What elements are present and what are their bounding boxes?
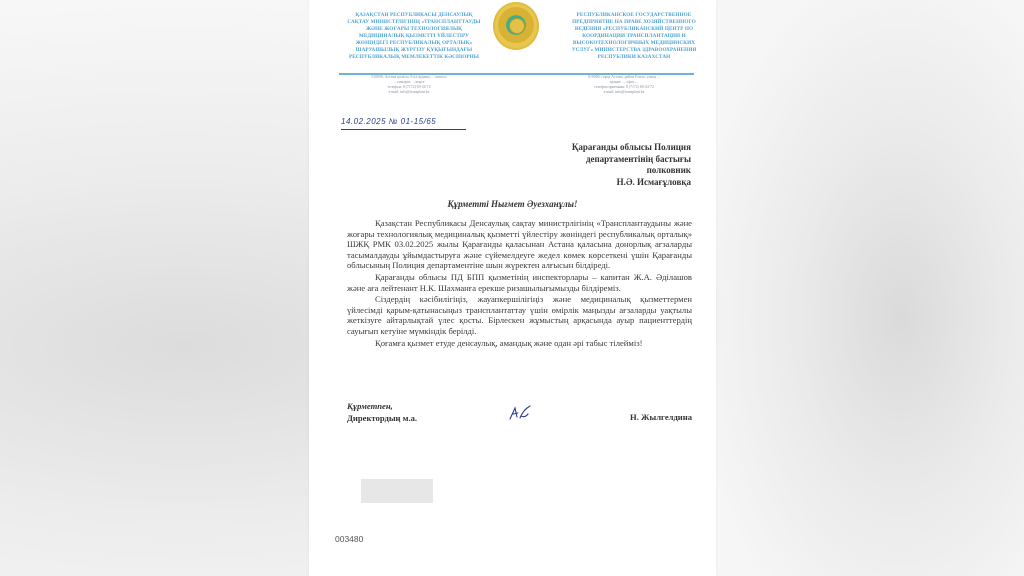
address-line: ... ғимарат, ... кеңсе — [393, 80, 425, 84]
address-line: телефон: 8 (7172) 69-24-72 — [387, 85, 431, 89]
address-line: 010000, город Астана, район Есиль, улица ... — [588, 75, 660, 79]
body-paragraph: Қазақстан Республикасы Денсаулық сақтау министрлігінің «Трансплантаудыны және жоғары технологиялық медициналық қызметті үйлестіру жөніндегі республикалық орталық» ШЖҚ РМК 03.02.2025 жылы Қарағанды қаласынан Астана қаласына донорлық ағзаларды тасымалдауды ұйымдастыруға және сүйемелдеуге жедел көмек көрсеткені үшін Қарағанды облысының Полиция департаментіне шын жүректен алғысын білдіреді. — [347, 218, 692, 271]
address-right — [554, 75, 694, 95]
letter-page — [309, 0, 716, 576]
closing-respect: Құрметпен, — [347, 401, 393, 411]
org-line: ЖӨНІНДЕГІ РЕСПУБЛИКАЛЫҚ ОРТАЛЫҚ» — [355, 40, 473, 46]
body-paragraph: Қарағанды облысы ПД БПП қызметінің инспекторлары – капитан Ж.А. Әділашов және аға лейтенант Н.К. Шахманға ерекше ризашылығымызды білдіреміз. — [347, 271, 692, 293]
letterhead-right-org — [559, 12, 709, 61]
salutation: Құрметті Нығмет Әуезханұлы! — [447, 199, 578, 209]
org-line: ШАРУАШЫЛЫҚ ЖҮРГІЗУ ҚҰҚЫҒЫНДАҒЫ — [355, 47, 473, 53]
org-line: УСЛУГ» МИНИСТЕРСТВА ЗДРАВООХРАНЕНИЯ — [571, 47, 697, 53]
document-number: 003480 — [335, 534, 364, 544]
org-line: РЕСПУБЛИКИ КАЗАХСТАН — [597, 54, 671, 60]
signer-position: Директордың м.а. — [347, 413, 418, 423]
org-line: САҚТАУ МИНИСТРЛІГІНІҢ «ТРАНСПЛАНТТАУДЫ — [347, 19, 481, 25]
addressee-block — [572, 142, 691, 188]
body-paragraph: Қоғамға қызмет етуде денсаулық, амандық және одан әрі табыс тілейміз! — [375, 337, 643, 348]
address-left — [339, 75, 479, 95]
signature-icon — [507, 404, 533, 422]
org-line: МЕДИЦИНАЛЫҚ ҚЫЗМЕТТІ ҮЙЛЕСТІРУ — [358, 33, 470, 39]
redacted-area — [361, 479, 433, 503]
org-line: ПРЕДПРИЯТИЕ НА ПРАВЕ ХОЗЯЙСТВЕННОГО — [572, 19, 696, 25]
org-line: РЕСПУБЛИКАЛЫҚ МЕМЛЕКЕТТІК КӘСІПОРНЫ — [349, 54, 479, 60]
org-line: ВЕДЕНИЯ «РЕСПУБЛИКАНСКИЙ ЦЕНТР ПО — [574, 26, 694, 32]
address-line: e-mail: info@transplant.kz — [388, 90, 430, 94]
registration-number: 14.02.2025 № 01-15/65 — [341, 117, 466, 130]
org-line: ҚАЗАҚСТАН РЕСПУБЛИКАСЫ ДЕНСАУЛЫҚ — [355, 12, 473, 18]
signer-name: Н. Жылгелдина — [630, 412, 692, 422]
letter-body — [347, 218, 692, 349]
org-line: КООРДИНАЦИИ ТРАНСПЛАНТАЦИИ И — [582, 33, 686, 39]
body-paragraph: Сіздердің кәсібилігіңіз, жауапкершілігіңіз және медициналық қызметтермен үйлесімді қарым-қатынасыңыз трансплантаттау үшін өмірлік маңызды ағзаларды уақтылы жеткізуге айтарлықтай үлес қосты. Бірлескен жұмыстың арқасында ауыр пациенттердің сауығып кетуіне мүмкіндік берілді. — [347, 294, 692, 336]
address-line: здание ..., офис ... — [609, 80, 639, 84]
addressee-line: Н.Ә. Исмағұловқа — [616, 176, 691, 187]
letterhead-left-org — [339, 12, 489, 61]
state-emblem-icon — [493, 2, 539, 50]
address-line: телефон приемная: 8 (7172) 69-24-72 — [594, 85, 654, 89]
org-line: ВЫСОКОТЕХНОЛОГИЧНЫХ МЕДИЦИНСКИХ — [572, 40, 696, 46]
address-line: e-mail: info@transplant.kz — [603, 90, 645, 94]
addressee-line: департаментінің бастығы — [585, 153, 691, 164]
addressee-line: Қарағанды облысы Полиция — [571, 142, 691, 152]
background-right — [716, 0, 1024, 576]
emblem-center — [509, 18, 525, 34]
addressee-line: полковник — [646, 165, 691, 175]
org-line: РЕСПУБЛИКАНСКОЕ ГОСУДАРСТВЕННОЕ — [576, 12, 692, 18]
org-line: ЖӘНЕ ЖОҒАРЫ ТЕХНОЛОГИЯЛЫҚ — [365, 26, 463, 32]
closing-block — [347, 400, 417, 424]
address-line: 010000, Астана қаласы, Есіл ауданы, ... көшесі — [371, 75, 447, 79]
